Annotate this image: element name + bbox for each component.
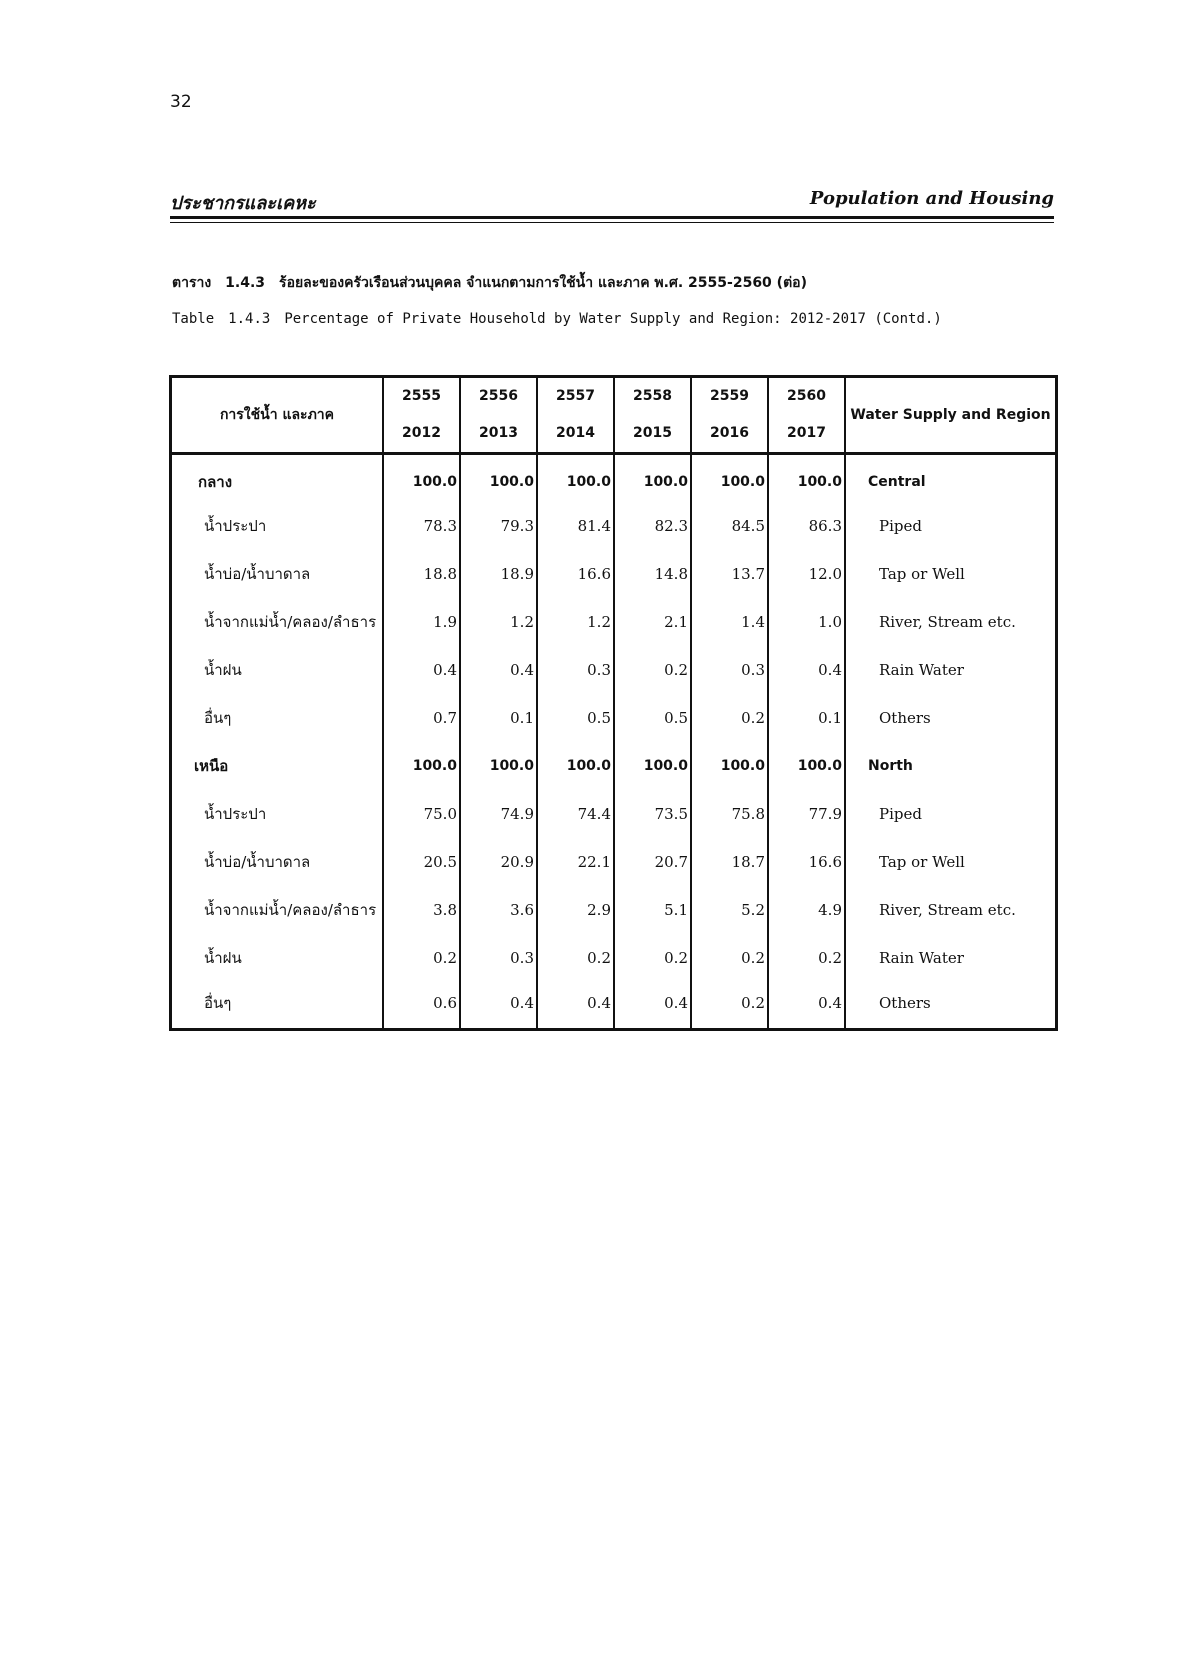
- value-cell: 0.6: [383, 982, 460, 1030]
- value-cell: 100.0: [614, 742, 691, 790]
- value-cell: 79.3: [460, 502, 537, 550]
- header-year-2: [537, 377, 614, 454]
- row-label-thai: น้ำจากแม่น้ำ/คลอง/ลำธาร: [204, 612, 377, 631]
- value-cell: 78.3: [383, 502, 460, 550]
- row-label-english: Rain Water: [845, 646, 1057, 694]
- row-label-thai: เหนือ: [194, 756, 229, 775]
- value-cell: 0.5: [614, 694, 691, 742]
- value-cell: 0.2: [537, 934, 614, 982]
- row-label-english: Piped: [845, 502, 1057, 550]
- value-cell: 0.4: [460, 646, 537, 694]
- year-ce: 2015: [633, 425, 672, 441]
- row-label-english: Others: [845, 982, 1057, 1030]
- row-label-thai: น้ำฝน: [204, 948, 242, 967]
- water-supply-table: [169, 375, 1058, 1031]
- row-label-thai: กลาง: [198, 472, 233, 491]
- header-year-0: [383, 377, 460, 454]
- region-row: [171, 454, 1057, 502]
- year-ce: 2016: [710, 425, 749, 441]
- value-cell: 0.2: [768, 934, 845, 982]
- caption-english-text: Percentage of Private Household by Water Supply and Region: 2012-2017 (Contd.): [284, 311, 942, 327]
- year-ce: 2012: [402, 425, 441, 441]
- row-label-english: North: [845, 742, 1057, 790]
- value-cell: 73.5: [614, 790, 691, 838]
- value-cell: 0.4: [537, 982, 614, 1030]
- year-be: 2555: [402, 388, 441, 404]
- value-cell: 0.3: [691, 646, 768, 694]
- value-cell: 81.4: [537, 502, 614, 550]
- table-caption-thai: [172, 272, 807, 294]
- value-cell: 0.2: [691, 934, 768, 982]
- table-row: [171, 790, 1057, 838]
- value-cell: 5.1: [614, 886, 691, 934]
- value-cell: 3.6: [460, 886, 537, 934]
- value-cell: 100.0: [691, 742, 768, 790]
- header-year-4: [691, 377, 768, 454]
- caption-thai-label: ตาราง: [172, 275, 212, 291]
- value-cell: 18.7: [691, 838, 768, 886]
- value-cell: 75.8: [691, 790, 768, 838]
- caption-english-number: 1.4.3: [228, 311, 271, 327]
- table-row: [171, 886, 1057, 934]
- value-cell: 13.7: [691, 550, 768, 598]
- year-ce: 2013: [479, 425, 518, 441]
- value-cell: 0.4: [614, 982, 691, 1030]
- value-cell: 12.0: [768, 550, 845, 598]
- year-ce: 2014: [556, 425, 595, 441]
- value-cell: 100.0: [460, 454, 537, 502]
- row-label-english: River, Stream etc.: [845, 598, 1057, 646]
- table-row: [171, 550, 1057, 598]
- value-cell: 0.2: [383, 934, 460, 982]
- value-cell: 100.0: [691, 454, 768, 502]
- value-cell: 1.9: [383, 598, 460, 646]
- header-thai: การใช้น้ำ และภาค: [171, 377, 384, 454]
- header-year-3: [614, 377, 691, 454]
- header-rule-thick: [170, 216, 1054, 219]
- value-cell: 20.9: [460, 838, 537, 886]
- row-label-english: Central: [845, 454, 1057, 502]
- year-be: 2558: [633, 388, 672, 404]
- value-cell: 74.9: [460, 790, 537, 838]
- value-cell: 0.2: [614, 934, 691, 982]
- row-label-thai: น้ำจากแม่น้ำ/คลอง/ลำธาร: [204, 900, 377, 919]
- value-cell: 0.4: [383, 646, 460, 694]
- value-cell: 100.0: [768, 742, 845, 790]
- value-cell: 0.3: [537, 646, 614, 694]
- year-be: 2556: [479, 388, 518, 404]
- row-label-thai: น้ำประปา: [204, 516, 267, 535]
- value-cell: 0.2: [691, 694, 768, 742]
- value-cell: 0.1: [768, 694, 845, 742]
- header-title-thai: ประชากรและเคหะ: [170, 193, 316, 214]
- page-number: 32: [170, 92, 192, 112]
- row-label-thai: อื่นๆ: [204, 994, 232, 1013]
- table-row: [171, 934, 1057, 982]
- header-year-1: [460, 377, 537, 454]
- year-be: 2559: [710, 388, 749, 404]
- value-cell: 18.9: [460, 550, 537, 598]
- value-cell: 1.0: [768, 598, 845, 646]
- row-label-thai: น้ำบ่อ/น้ำบาดาล: [204, 852, 311, 871]
- value-cell: 84.5: [691, 502, 768, 550]
- row-label-english: River, Stream etc.: [845, 886, 1057, 934]
- value-cell: 100.0: [614, 454, 691, 502]
- row-label-english: Rain Water: [845, 934, 1057, 982]
- value-cell: 100.0: [768, 454, 845, 502]
- value-cell: 20.5: [383, 838, 460, 886]
- table-caption-english: [172, 311, 942, 327]
- value-cell: 100.0: [537, 454, 614, 502]
- row-label-thai: อื่นๆ: [204, 708, 232, 727]
- year-be: 2557: [556, 388, 595, 404]
- header-english: Water Supply and Region: [845, 377, 1057, 454]
- row-label-thai: น้ำบ่อ/น้ำบาดาล: [204, 564, 311, 583]
- value-cell: 0.2: [691, 982, 768, 1030]
- value-cell: 0.7: [383, 694, 460, 742]
- table-body: [171, 454, 1057, 1030]
- value-cell: 1.4: [691, 598, 768, 646]
- value-cell: 0.4: [768, 646, 845, 694]
- year-be: 2560: [787, 388, 826, 404]
- table-row: [171, 598, 1057, 646]
- value-cell: 1.2: [460, 598, 537, 646]
- value-cell: 16.6: [537, 550, 614, 598]
- value-cell: 14.8: [614, 550, 691, 598]
- table-row: [171, 694, 1057, 742]
- value-cell: 100.0: [383, 742, 460, 790]
- value-cell: 4.9: [768, 886, 845, 934]
- value-cell: 100.0: [383, 454, 460, 502]
- row-label-thai: น้ำฝน: [204, 660, 242, 679]
- row-label-english: Tap or Well: [845, 838, 1057, 886]
- row-label-english: Piped: [845, 790, 1057, 838]
- value-cell: 2.1: [614, 598, 691, 646]
- table-header-row: [171, 377, 1057, 454]
- table-row: [171, 502, 1057, 550]
- value-cell: 100.0: [537, 742, 614, 790]
- value-cell: 22.1: [537, 838, 614, 886]
- year-ce: 2017: [787, 425, 826, 441]
- value-cell: 2.9: [537, 886, 614, 934]
- caption-thai-text: ร้อยละของครัวเรือนส่วนบุคคล จำแนกตามการใช้น้ำ และภาค พ.ศ. 2555-2560 (ต่อ): [279, 275, 807, 291]
- value-cell: 5.2: [691, 886, 768, 934]
- value-cell: 74.4: [537, 790, 614, 838]
- value-cell: 3.8: [383, 886, 460, 934]
- value-cell: 0.1: [460, 694, 537, 742]
- row-label-english: Others: [845, 694, 1057, 742]
- value-cell: 0.2: [614, 646, 691, 694]
- header-rule-thin: [170, 222, 1054, 223]
- value-cell: 0.4: [460, 982, 537, 1030]
- value-cell: 86.3: [768, 502, 845, 550]
- header-year-5: [768, 377, 845, 454]
- value-cell: 0.5: [537, 694, 614, 742]
- header-title-english: Population and Housing: [809, 188, 1054, 209]
- value-cell: 1.2: [537, 598, 614, 646]
- value-cell: 75.0: [383, 790, 460, 838]
- region-row: [171, 742, 1057, 790]
- table-row: [171, 838, 1057, 886]
- row-label-thai: น้ำประปา: [204, 804, 267, 823]
- caption-thai-number: 1.4.3: [225, 275, 266, 291]
- value-cell: 20.7: [614, 838, 691, 886]
- value-cell: 0.3: [460, 934, 537, 982]
- value-cell: 77.9: [768, 790, 845, 838]
- value-cell: 100.0: [460, 742, 537, 790]
- table-row: [171, 646, 1057, 694]
- table-row: [171, 982, 1057, 1030]
- value-cell: 16.6: [768, 838, 845, 886]
- value-cell: 18.8: [383, 550, 460, 598]
- value-cell: 0.4: [768, 982, 845, 1030]
- value-cell: 82.3: [614, 502, 691, 550]
- caption-english-label: Table: [172, 311, 215, 327]
- row-label-english: Tap or Well: [845, 550, 1057, 598]
